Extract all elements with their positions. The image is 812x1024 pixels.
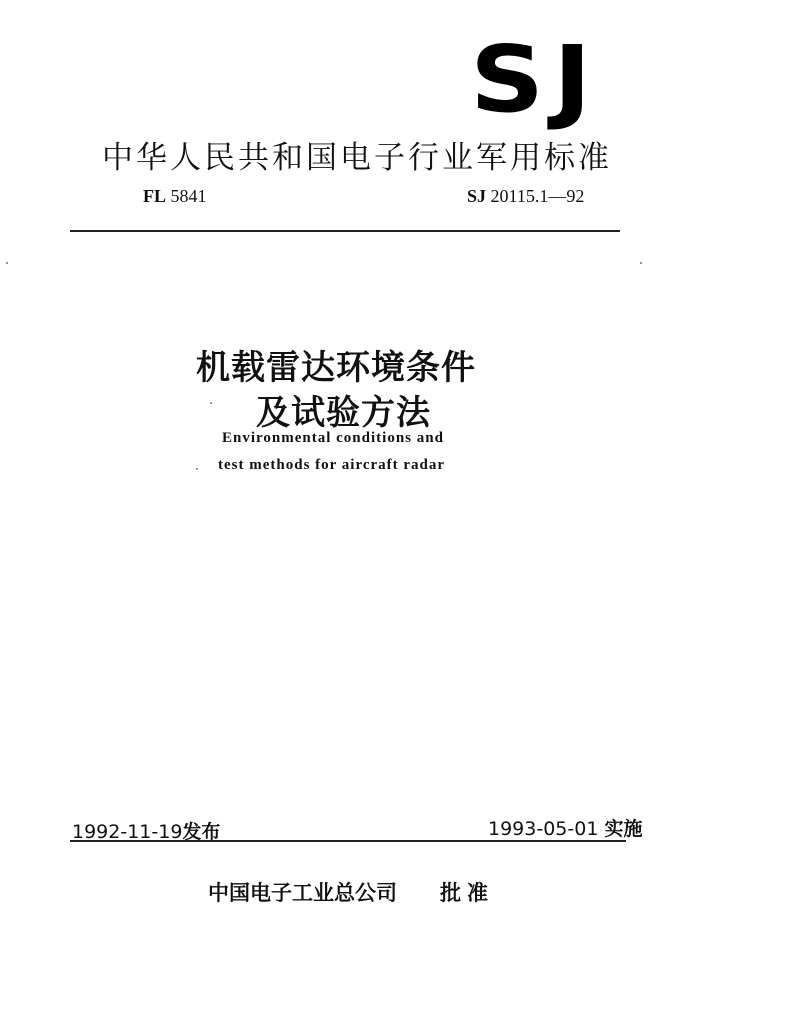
approval-label: 批准 xyxy=(440,881,494,905)
scan-speck xyxy=(640,262,642,264)
classification-code xyxy=(143,186,207,207)
header-divider xyxy=(70,230,620,232)
approving-organization: 中国电子工业总公司 xyxy=(208,881,397,905)
classification-number: 5841 xyxy=(170,186,207,206)
title-english-line-2: test methods for aircraft radar xyxy=(218,457,446,473)
standard-prefix: SJ xyxy=(467,186,487,206)
sj-logo: SJ xyxy=(470,26,601,133)
title-chinese-line-1: 机载雷达环境条件 xyxy=(196,348,476,388)
footer-divider xyxy=(70,840,626,842)
effective-date-label: 实施 xyxy=(604,818,643,840)
organization-title: 中华人民共和国电子行业军用标准 xyxy=(102,140,612,176)
classification-prefix: FL xyxy=(143,186,167,206)
effective-date-value: 1993-05-01 xyxy=(488,818,599,840)
scan-speck xyxy=(210,402,212,404)
title-chinese-line-2: 及试验方法 xyxy=(256,393,431,433)
issue-date-value: 1992-11-19 xyxy=(72,821,183,843)
issue-date-label: 发布 xyxy=(182,821,221,843)
title-english-line-1: Environmental conditions and xyxy=(222,430,444,446)
scan-speck xyxy=(196,468,198,470)
standard-code xyxy=(467,186,584,207)
scan-speck xyxy=(6,262,8,264)
effective-date xyxy=(488,814,642,841)
standard-number: 20115.1—92 xyxy=(490,186,585,206)
